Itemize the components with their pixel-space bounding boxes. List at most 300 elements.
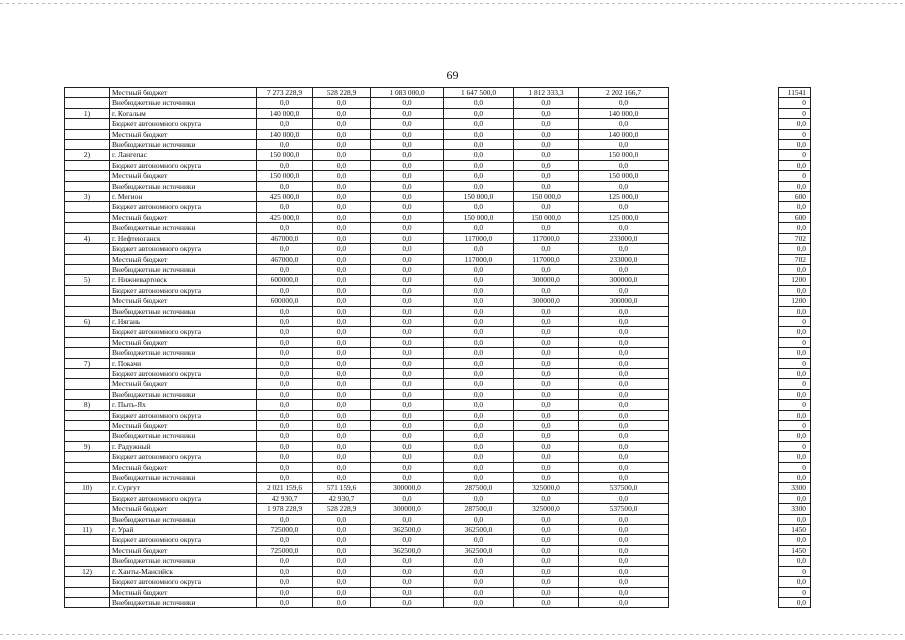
row-name: Местный бюджет	[110, 462, 257, 472]
value-cell: 0,0	[313, 597, 371, 607]
value-cell: 0,0	[313, 535, 371, 545]
table-row	[65, 212, 811, 222]
total-cell: 0,0	[779, 348, 811, 358]
value-cell: 0,0	[579, 358, 669, 368]
value-cell: 0,0	[514, 473, 579, 483]
total-cell: 0,0	[779, 306, 811, 316]
value-cell: 0,0	[514, 368, 579, 378]
row-number: 4)	[65, 233, 110, 243]
value-cell: 0,0	[313, 316, 371, 326]
value-cell: 0,0	[444, 452, 514, 462]
row-number	[65, 389, 110, 399]
empty-cell	[669, 421, 779, 431]
total-cell: 0	[779, 98, 811, 108]
row-number	[65, 254, 110, 264]
value-cell: 0,0	[313, 233, 371, 243]
total-cell: 0,0	[779, 514, 811, 524]
value-cell: 287500,0	[444, 483, 514, 493]
value-cell: 0,0	[579, 140, 669, 150]
table-row	[65, 140, 811, 150]
row-name: г. Нягань	[110, 316, 257, 326]
total-cell: 0	[779, 171, 811, 181]
value-cell: 0,0	[313, 327, 371, 337]
row-number	[65, 348, 110, 358]
value-cell: 537500,0	[579, 483, 669, 493]
value-cell: 0,0	[579, 462, 669, 472]
empty-cell	[669, 285, 779, 295]
value-cell: 0,0	[313, 514, 371, 524]
value-cell: 0,0	[371, 597, 444, 607]
table-row	[65, 348, 811, 358]
value-cell: 0,0	[371, 337, 444, 347]
row-name: г. Покачи	[110, 358, 257, 368]
value-cell: 0,0	[444, 150, 514, 160]
value-cell: 0,0	[514, 597, 579, 607]
row-name: Бюджет автономного округа	[110, 244, 257, 254]
empty-cell	[669, 514, 779, 524]
total-cell: 0,0	[779, 597, 811, 607]
row-name: Местный бюджет	[110, 587, 257, 597]
value-cell: 0,0	[444, 202, 514, 212]
row-name: Местный бюджет	[110, 296, 257, 306]
table-row	[65, 587, 811, 597]
value-cell: 0,0	[514, 171, 579, 181]
table-body	[65, 88, 811, 608]
table-row	[65, 431, 811, 441]
total-cell: 702	[779, 254, 811, 264]
value-cell: 0,0	[514, 389, 579, 399]
empty-cell	[669, 160, 779, 170]
value-cell: 0,0	[313, 400, 371, 410]
row-number	[65, 327, 110, 337]
total-cell: 0	[779, 379, 811, 389]
value-cell: 362500,0	[444, 545, 514, 555]
scan-artifact-bottom	[0, 634, 905, 635]
row-number: 12)	[65, 566, 110, 576]
total-cell: 0	[779, 150, 811, 160]
value-cell: 0,0	[371, 556, 444, 566]
row-number	[65, 212, 110, 222]
value-cell: 287500,0	[444, 504, 514, 514]
table-row	[65, 160, 811, 170]
value-cell: 300000,0	[371, 483, 444, 493]
row-number	[65, 98, 110, 108]
value-cell: 0,0	[579, 160, 669, 170]
value-cell: 0,0	[313, 566, 371, 576]
value-cell: 0,0	[257, 462, 313, 472]
total-cell: 0,0	[779, 410, 811, 420]
total-cell: 600	[779, 192, 811, 202]
table-row	[65, 316, 811, 326]
row-number	[65, 88, 110, 98]
total-cell: 0	[779, 316, 811, 326]
value-cell: 425 000,0	[257, 212, 313, 222]
value-cell: 0,0	[579, 400, 669, 410]
value-cell: 0,0	[371, 140, 444, 150]
total-cell: 600	[779, 212, 811, 222]
row-name: Местный бюджет	[110, 421, 257, 431]
value-cell: 467000,0	[257, 254, 313, 264]
row-name: г. Пыть-Ях	[110, 400, 257, 410]
value-cell: 467000,0	[257, 233, 313, 243]
value-cell: 0,0	[257, 98, 313, 108]
value-cell: 0,0	[514, 577, 579, 587]
row-name: Внебюджетные источники	[110, 264, 257, 274]
value-cell: 0,0	[313, 264, 371, 274]
table-row	[65, 88, 811, 98]
row-name: Внебюджетные источники	[110, 223, 257, 233]
row-number: 2)	[65, 150, 110, 160]
row-name: Внебюджетные источники	[110, 389, 257, 399]
empty-cell	[669, 223, 779, 233]
value-cell: 0,0	[371, 119, 444, 129]
value-cell: 0,0	[444, 493, 514, 503]
value-cell: 0,0	[371, 327, 444, 337]
empty-cell	[669, 525, 779, 535]
total-cell: 0,0	[779, 181, 811, 191]
table-row	[65, 545, 811, 555]
value-cell: 300000,0	[579, 275, 669, 285]
row-name: Бюджет автономного округа	[110, 493, 257, 503]
value-cell: 0,0	[313, 587, 371, 597]
value-cell: 0,0	[371, 493, 444, 503]
empty-cell	[669, 348, 779, 358]
value-cell: 0,0	[444, 389, 514, 399]
scan-artifact-top	[0, 3, 905, 4]
value-cell: 0,0	[257, 160, 313, 170]
value-cell: 0,0	[514, 119, 579, 129]
row-number	[65, 462, 110, 472]
value-cell: 0,0	[514, 545, 579, 555]
row-name: Бюджет автономного округа	[110, 119, 257, 129]
value-cell: 2 021 159,6	[257, 483, 313, 493]
value-cell: 0,0	[313, 150, 371, 160]
value-cell: 0,0	[371, 577, 444, 587]
value-cell: 0,0	[313, 202, 371, 212]
value-cell: 0,0	[579, 223, 669, 233]
value-cell: 0,0	[579, 535, 669, 545]
row-number	[65, 368, 110, 378]
value-cell: 0,0	[444, 462, 514, 472]
row-number	[65, 410, 110, 420]
value-cell: 0,0	[313, 119, 371, 129]
total-cell: 0,0	[779, 452, 811, 462]
row-name: Внебюджетные источники	[110, 514, 257, 524]
total-cell: 0	[779, 462, 811, 472]
empty-cell	[669, 493, 779, 503]
value-cell: 233000,0	[579, 254, 669, 264]
total-cell: 0,0	[779, 368, 811, 378]
value-cell: 0,0	[444, 181, 514, 191]
value-cell: 0,0	[313, 421, 371, 431]
table-row	[65, 171, 811, 181]
total-cell: 1450	[779, 545, 811, 555]
value-cell: 0,0	[257, 306, 313, 316]
budget-table	[64, 87, 811, 608]
value-cell: 725000,0	[257, 545, 313, 555]
row-name: Бюджет автономного округа	[110, 202, 257, 212]
value-cell: 0,0	[371, 223, 444, 233]
empty-cell	[669, 181, 779, 191]
value-cell: 0,0	[257, 119, 313, 129]
value-cell: 0,0	[514, 566, 579, 576]
value-cell: 0,0	[579, 264, 669, 274]
empty-cell	[669, 462, 779, 472]
table-row	[65, 379, 811, 389]
value-cell: 0,0	[579, 316, 669, 326]
value-cell: 0,0	[371, 400, 444, 410]
value-cell: 0,0	[371, 264, 444, 274]
value-cell: 0,0	[514, 306, 579, 316]
empty-cell	[669, 473, 779, 483]
row-name: Внебюджетные источники	[110, 306, 257, 316]
value-cell: 0,0	[444, 587, 514, 597]
empty-cell	[669, 587, 779, 597]
table-row	[65, 327, 811, 337]
row-number	[65, 431, 110, 441]
value-cell: 0,0	[514, 264, 579, 274]
row-number	[65, 535, 110, 545]
value-cell: 150 000,0	[514, 192, 579, 202]
empty-cell	[669, 306, 779, 316]
row-number	[65, 493, 110, 503]
value-cell: 0,0	[514, 452, 579, 462]
value-cell: 0,0	[257, 264, 313, 274]
table-row	[65, 577, 811, 587]
value-cell: 0,0	[444, 98, 514, 108]
row-name: Местный бюджет	[110, 254, 257, 264]
empty-cell	[669, 389, 779, 399]
table-row	[65, 566, 811, 576]
row-number: 10)	[65, 483, 110, 493]
value-cell: 0,0	[579, 379, 669, 389]
row-name: Внебюджетные источники	[110, 431, 257, 441]
table-row	[65, 254, 811, 264]
table-row	[65, 473, 811, 483]
value-cell: 0,0	[514, 129, 579, 139]
value-cell: 150 000,0	[579, 150, 669, 160]
value-cell: 0,0	[371, 160, 444, 170]
value-cell: 0,0	[257, 223, 313, 233]
total-cell: 0,0	[779, 223, 811, 233]
table-row	[65, 421, 811, 431]
value-cell: 0,0	[257, 316, 313, 326]
value-cell: 140 000,0	[257, 129, 313, 139]
row-name: Бюджет автономного округа	[110, 577, 257, 587]
value-cell: 0,0	[579, 587, 669, 597]
value-cell: 0,0	[257, 556, 313, 566]
total-cell: 0,0	[779, 140, 811, 150]
value-cell: 0,0	[444, 597, 514, 607]
value-cell: 0,0	[444, 108, 514, 118]
empty-cell	[669, 88, 779, 98]
value-cell: 0,0	[257, 337, 313, 347]
row-name: Бюджет автономного округа	[110, 160, 257, 170]
row-name: Местный бюджет	[110, 379, 257, 389]
value-cell: 0,0	[313, 306, 371, 316]
value-cell: 150 000,0	[257, 150, 313, 160]
table-row	[65, 400, 811, 410]
value-cell: 0,0	[444, 348, 514, 358]
value-cell: 325000,0	[514, 483, 579, 493]
value-cell: 0,0	[579, 597, 669, 607]
row-name: Местный бюджет	[110, 88, 257, 98]
row-name: г. Мегион	[110, 192, 257, 202]
table-row	[65, 233, 811, 243]
value-cell: 0,0	[257, 244, 313, 254]
row-number	[65, 160, 110, 170]
value-cell: 0,0	[444, 566, 514, 576]
row-name: Внебюджетные источники	[110, 556, 257, 566]
total-cell: 0,0	[779, 264, 811, 274]
value-cell: 300000,0	[514, 275, 579, 285]
empty-cell	[669, 400, 779, 410]
empty-cell	[669, 171, 779, 181]
value-cell: 0,0	[313, 379, 371, 389]
value-cell: 0,0	[313, 181, 371, 191]
row-number: 1)	[65, 108, 110, 118]
value-cell: 0,0	[514, 327, 579, 337]
value-cell: 0,0	[579, 389, 669, 399]
row-number	[65, 597, 110, 607]
total-cell: 0	[779, 400, 811, 410]
value-cell: 0,0	[371, 275, 444, 285]
value-cell: 0,0	[313, 244, 371, 254]
row-name: г. Нефтеюганск	[110, 233, 257, 243]
value-cell: 0,0	[257, 452, 313, 462]
total-cell: 1200	[779, 275, 811, 285]
value-cell: 0,0	[313, 368, 371, 378]
row-name: Местный бюджет	[110, 337, 257, 347]
row-number	[65, 379, 110, 389]
total-cell: 0	[779, 108, 811, 118]
total-cell: 3300	[779, 483, 811, 493]
total-cell: 1450	[779, 525, 811, 535]
empty-cell	[669, 597, 779, 607]
empty-cell	[669, 504, 779, 514]
total-cell: 0,0	[779, 119, 811, 129]
empty-cell	[669, 545, 779, 555]
value-cell: 0,0	[371, 441, 444, 451]
table-row	[65, 108, 811, 118]
row-name: г. Урай	[110, 525, 257, 535]
value-cell: 0,0	[514, 400, 579, 410]
value-cell: 140 000,0	[257, 108, 313, 118]
value-cell: 0,0	[257, 358, 313, 368]
value-cell: 0,0	[579, 441, 669, 451]
value-cell: 125 000,0	[579, 192, 669, 202]
value-cell: 0,0	[514, 441, 579, 451]
row-name: Местный бюджет	[110, 545, 257, 555]
value-cell: 233000,0	[579, 233, 669, 243]
value-cell: 0,0	[313, 108, 371, 118]
table-row	[65, 223, 811, 233]
value-cell: 0,0	[514, 556, 579, 566]
value-cell: 0,0	[371, 462, 444, 472]
total-cell: 0	[779, 358, 811, 368]
value-cell: 0,0	[579, 119, 669, 129]
value-cell: 0,0	[313, 462, 371, 472]
table-row	[65, 597, 811, 607]
value-cell: 0,0	[579, 348, 669, 358]
value-cell: 0,0	[444, 316, 514, 326]
value-cell: 0,0	[444, 264, 514, 274]
value-cell: 0,0	[579, 577, 669, 587]
row-number	[65, 296, 110, 306]
value-cell: 600000,0	[257, 296, 313, 306]
value-cell: 725000,0	[257, 525, 313, 535]
value-cell: 0,0	[371, 233, 444, 243]
value-cell: 0,0	[313, 98, 371, 108]
empty-cell	[669, 212, 779, 222]
value-cell: 0,0	[579, 202, 669, 212]
value-cell: 0,0	[579, 421, 669, 431]
table-row	[65, 483, 811, 493]
value-cell: 0,0	[371, 566, 444, 576]
value-cell: 0,0	[257, 597, 313, 607]
total-cell: 0	[779, 587, 811, 597]
value-cell: 537500,0	[579, 504, 669, 514]
empty-cell	[669, 275, 779, 285]
value-cell: 0,0	[444, 473, 514, 483]
table-row	[65, 410, 811, 420]
value-cell: 150 000,0	[444, 212, 514, 222]
value-cell: 0,0	[514, 181, 579, 191]
row-number	[65, 285, 110, 295]
value-cell: 0,0	[444, 160, 514, 170]
empty-cell	[669, 316, 779, 326]
row-number: 9)	[65, 441, 110, 451]
row-number	[65, 202, 110, 212]
value-cell: 0,0	[371, 535, 444, 545]
table-row	[65, 192, 811, 202]
value-cell: 0,0	[514, 462, 579, 472]
row-number	[65, 264, 110, 274]
value-cell: 0,0	[579, 244, 669, 254]
value-cell: 0,0	[371, 410, 444, 420]
value-cell: 0,0	[514, 421, 579, 431]
value-cell: 0,0	[371, 306, 444, 316]
value-cell: 2 202 166,7	[579, 88, 669, 98]
value-cell: 0,0	[371, 587, 444, 597]
table-row	[65, 525, 811, 535]
empty-cell	[669, 441, 779, 451]
total-cell: 0	[779, 129, 811, 139]
table-row	[65, 244, 811, 254]
empty-cell	[669, 327, 779, 337]
value-cell: 0,0	[313, 160, 371, 170]
value-cell: 0,0	[514, 316, 579, 326]
total-cell: 0,0	[779, 431, 811, 441]
empty-cell	[669, 244, 779, 254]
value-cell: 0,0	[514, 358, 579, 368]
value-cell: 125 000,0	[579, 212, 669, 222]
value-cell: 0,0	[514, 150, 579, 160]
total-cell: 0	[779, 337, 811, 347]
value-cell: 0,0	[579, 566, 669, 576]
value-cell: 0,0	[371, 212, 444, 222]
value-cell: 0,0	[257, 285, 313, 295]
value-cell: 0,0	[257, 566, 313, 576]
value-cell: 0,0	[514, 535, 579, 545]
value-cell: 0,0	[313, 212, 371, 222]
table-row	[65, 306, 811, 316]
value-cell: 0,0	[313, 348, 371, 358]
value-cell: 150 000,0	[514, 212, 579, 222]
row-name: Местный бюджет	[110, 129, 257, 139]
value-cell: 0,0	[514, 140, 579, 150]
value-cell: 0,0	[514, 587, 579, 597]
